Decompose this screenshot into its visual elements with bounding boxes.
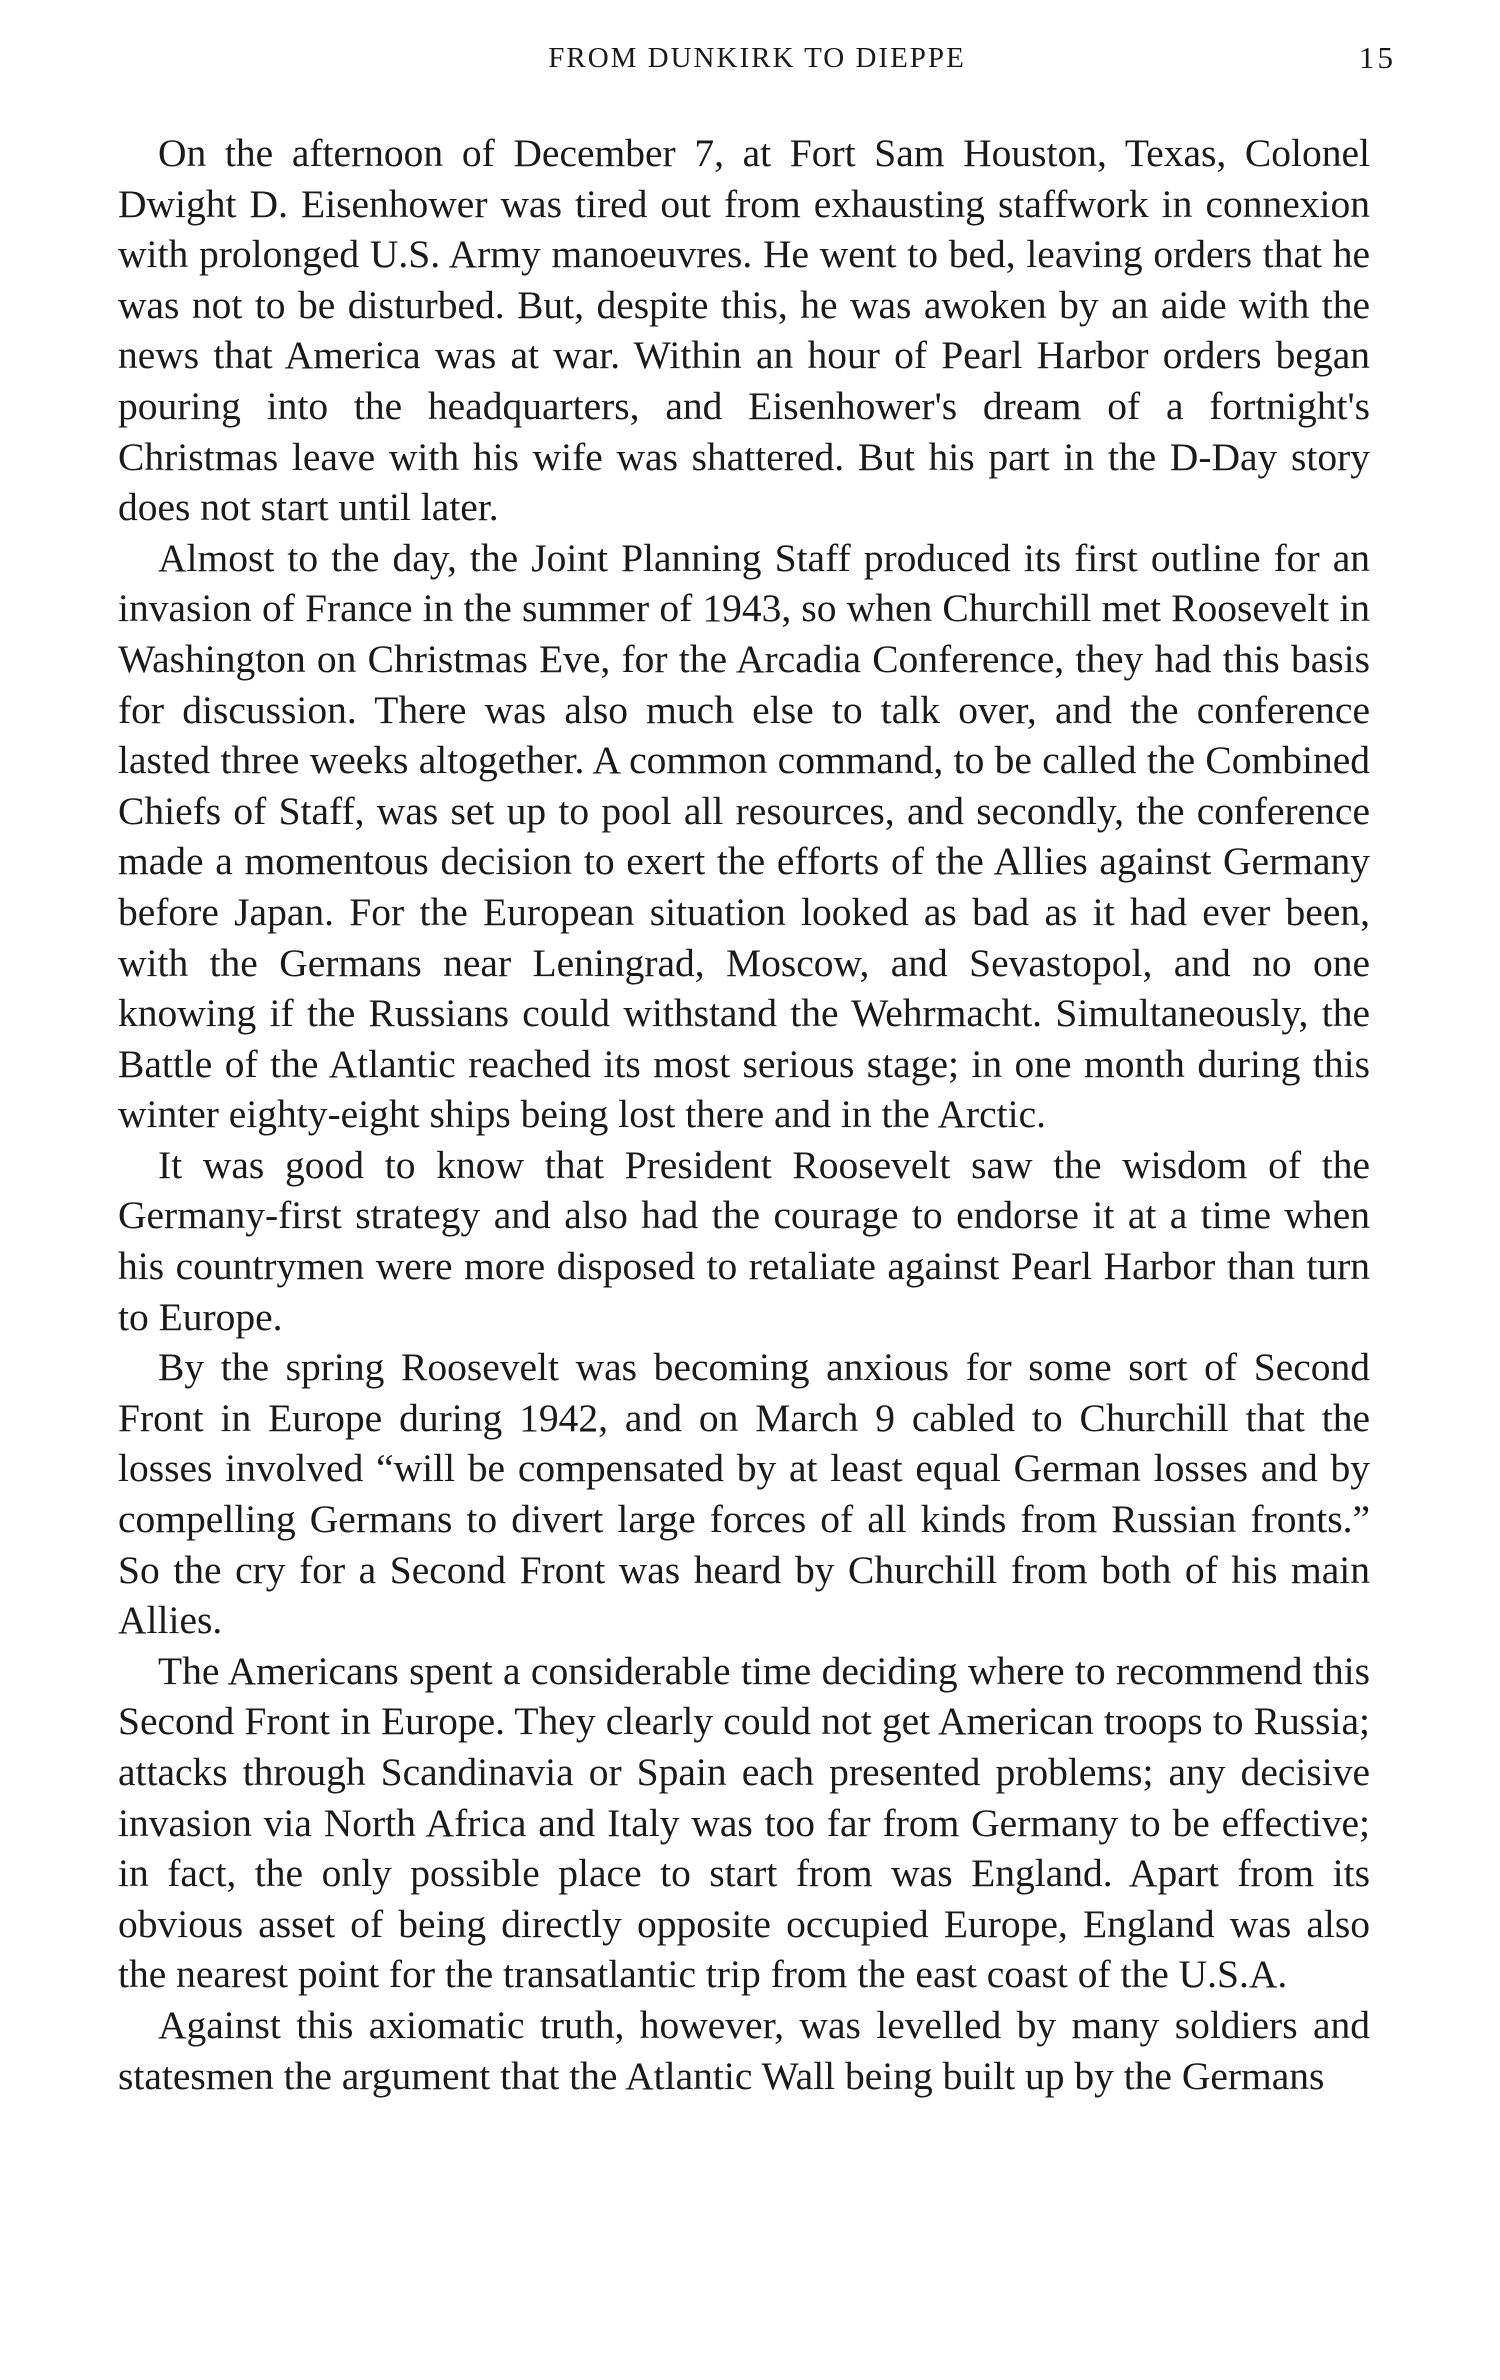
paragraph-germany-first: It was good to know that President Roosevelt saw the wisdom of the Germany-first strategy and also had the courage to endorse it at a time when his countrymen were more disposed to retaliate against Pearl Harbor than turn to Europe. [118, 1142, 1370, 1339]
body-text [118, 128, 1370, 2348]
page-number: 15 [1359, 40, 1396, 75]
running-head [118, 38, 1396, 78]
paragraph-eisenhower: On the afternoon of December 7, at Fort Sam Houston, Texas, Colonel Dwight D. Eisenhower was tired out from exhausting staffwork in connexion with prolonged U.S. Army manoeuvres. He went to bed, leaving orders that he was not to be disturbed. But, despite this, he was awoken by an aide with the news that America was at war. Within an hour of Pearl Harbor orders began pouring into the headquarters, and Eisenhower's dream of a fortnight's Christmas leave with his wife was shattered. But his part in the D-Day story does not start until later. [118, 131, 1370, 530]
paragraph-atlantic-wall: Against this axiomatic truth, however, was levelled by many soldiers and statesmen the argument that the Atlantic Wall being built up by the Germans [118, 2002, 1370, 2098]
running-title: FROM DUNKIRK TO DIEPPE [548, 42, 966, 74]
paragraph-england: The Americans spent a considerable time deciding where to recommend this Second Front in Europe. They clearly could not get American troops to Russia; attacks through Scandinavia or Spain each presented problems; any decisive invasion via North Africa and Italy was too far from Germany to be effective; in fact, the only possible place to start from was England. Apart from its obvious asset of being directly opposite occupied Europe, England was also the nearest point for the transatlantic trip from the east coast of the U.S.A. [118, 1648, 1370, 1997]
paragraph-second-front: By the spring Roosevelt was becoming anxious for some sort of Second Front in Europe during 1942, and on March 9 cabled to Churchill that the losses involved “will be compensated by at least equal German losses and by compelling Germans to divert large forces of all kinds from Russian fronts.” So the cry for a Second Front was heard by Churchill from both of his main Allies. [118, 1345, 1370, 1643]
paragraph-arcadia-conference: Almost to the day, the Joint Planning Staff produced its first outline for an invasion of France in the summer of 1943, so when Churchill met Roosevelt in Washington on Christmas Eve, for the Arcadia Conference, they had this basis for discussion. There was also much else to talk over, and the conference lasted three weeks altogether. A common command, to be called the Combined Chiefs of Staff, was set up to pool all resources, and secondly, the conference made a momentous decision to exert the efforts of the Allies against Germany before Japan. For the European situation looked as bad as it had ever been, with the Germans near Leningrad, Moscow, and Sevastopol, and no one knowing if the Russians could withstand the Wehrmacht. Simultaneously, the Battle of the Atlantic reached its most serious stage; in one month during this winter eighty-eight ships being lost there and in the Arctic. [118, 535, 1370, 1137]
